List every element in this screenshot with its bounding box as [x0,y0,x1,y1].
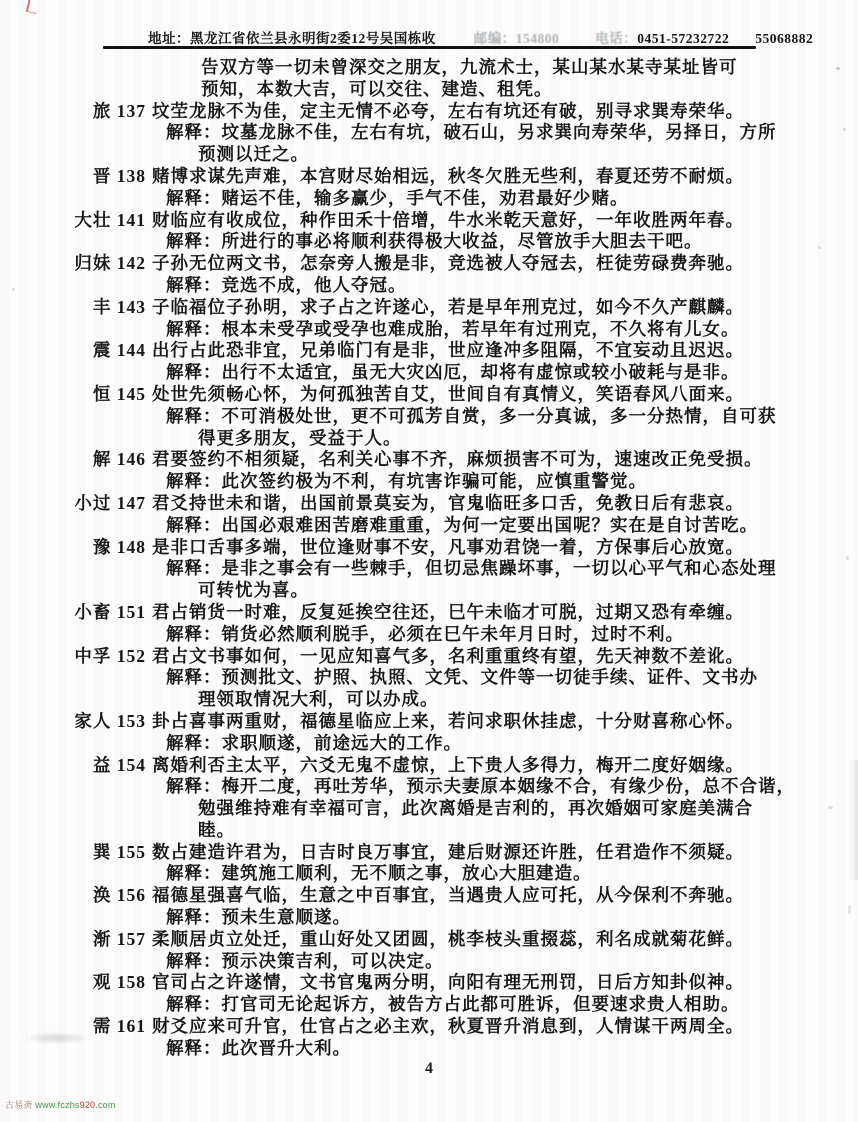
pencil-smudge [22,1032,92,1044]
hexagram-label: 家人 153 [74,710,146,731]
hexagram-label: 解 146 [92,449,146,470]
explanation-line: 解释：预未生意顺遂。 [166,907,351,928]
hexagram-label: 需 161 [92,1016,146,1037]
hexagram-entry [0,166,858,210]
watermark-site-name: 古易斋 [5,1100,36,1110]
hexagram-label: 震 144 [92,340,146,361]
hexagram-verse: 官司占之许遂情，文书官鬼两分明，向阳有理无刑罚，日后方知卦似神。 [152,972,744,993]
scan-noise [848,905,851,914]
hexagram-entry [0,602,858,646]
header-address: 地址：黑龙江省依兰县永明街2委12号吴国栋收 [148,31,436,46]
hexagram-entry [0,1016,858,1060]
verse-line [0,755,858,777]
verse-line [0,297,858,319]
hexagram-label: 恒 145 [92,383,146,404]
header-postcode: 邮编：154800 [473,31,560,46]
verse-line [0,842,858,864]
explanation-line: 睦。 [198,819,235,840]
hexagram-entry [0,493,858,537]
verse-line [0,885,858,907]
explanation-line: 解释：赌运不佳，输多赢少，手气不佳，劝君最好少赌。 [166,187,629,208]
verse-line [0,929,858,951]
verse-line [0,340,858,362]
hexagram-label: 旅 137 [92,100,146,121]
document-body [0,57,858,1060]
hexagram-label: 观 158 [92,972,146,993]
hexagram-verse: 君占文书事如何，一见应知喜气多，名利重重终有望，先天神数不差讹。 [152,645,744,666]
explanation-line: 解释：建筑施工顺利，无不顺之事，放心大胆建造。 [166,863,592,884]
hexagram-verse: 离婚利否主太平，六爻无鬼不虚惊，上下贵人多得力，梅开二度好姻缘。 [152,754,744,775]
hexagram-verse: 财临应有收成位，种作田禾十倍增，牛水米乾天意好，一年收胜两年春。 [152,209,744,230]
explanation-line: 解释：求职顺遂，前途远大的工作。 [166,732,462,753]
hexagram-verse: 数占建造许君为，日吉时良万事宜，建后财源还许胜，任君造作不须疑。 [152,841,744,862]
scan-noise [828,806,833,809]
explanation-line: 解释：打官司无论起诉方，被告方占此都可胜诉，但要速求贵人相助。 [166,994,740,1015]
explanation-line: 解释：所进行的事必将顺利获得极大收益，尽管放手大胆去干吧。 [166,231,703,252]
explanation-line: 解释：竞选不成，他人夺冠。 [166,274,407,295]
explanation-line: 得更多朋友，受益于人。 [198,427,402,448]
verse-line [0,384,858,406]
hexagram-entry [0,646,858,711]
verse-line [0,1016,858,1038]
hexagram-verse: 是非口舌事多端，世位逢财事不安，凡事劝君饶一着，方保事后心放宽。 [152,536,744,557]
hexagram-label: 丰 143 [92,296,146,317]
hexagram-verse: 出行占此恐非宜，兄弟临门有是非，世应逢冲多阻隔，不宜妄动且迟迟。 [152,340,744,361]
verse-line [0,537,858,559]
hexagram-label: 晋 138 [92,165,146,186]
hexagram-verse: 赌博求谋先声难，本宫财尽始相远，秋冬欠胜无些利，春夏还劳不耐烦。 [152,165,744,186]
watermark [5,1098,116,1111]
explanation-line: 预测以迁之。 [198,144,309,165]
hexagram-verse: 子临福位子孙明，求子占之许遂心，若是早年刑克过，如今不久产麒麟。 [152,296,744,317]
explanation-line: 理领取情况大利，可以办成。 [198,689,439,710]
explanation-line: 可转忧为喜。 [198,580,309,601]
hexagram-label: 小过 147 [74,492,146,513]
hexagram-entry [0,384,858,449]
hexagram-entry [0,755,858,842]
hexagram-entry [0,449,858,493]
hexagram-verse: 卦占喜事两重财，福德星临应上来，若问求职休挂虑，十分财喜称心怀。 [152,710,744,731]
verse-line [0,646,858,668]
scan-noise [846,556,849,560]
scan-noise [843,128,846,131]
hexagram-entry [0,297,858,341]
explanation-line: 解释：出国必艰难困苦磨难重重，为何一定要出国呢？实在是自讨苦吃。 [166,514,758,535]
hexagram-label: 中孚 152 [74,645,146,666]
explanation-line: 解释：预测批文、护照、执照、文凭、文件等一切徒手续、证件、文书办 [166,667,758,688]
intro-continuation-line: 告双方等一切未曾深交之朋友，九流术士，某山某水某寺某址皆可 [201,57,738,77]
explanation-line: 勉强维持难有幸福可言，此次离婚是吉利的，再次婚姻可家庭美满合 [198,798,753,819]
watermark-url-tail: .com [95,1100,116,1110]
hexagram-entry [0,972,858,1016]
hexagram-entry [0,101,858,166]
verse-line [0,711,858,733]
explanation-line: 解释：此次签约极为不利，有坑害诈骗可能，应慎重警觉。 [166,471,647,492]
verse-line [0,166,858,188]
explanation-line: 解释：出行不太适宜，虽无大灾凶厄，却将有虚惊或较小破耗与是非。 [166,362,740,383]
explanation-line: 解释：根本未受孕或受孕也难成胎，若早年有过刑克，不久将有儿女。 [166,318,740,339]
intro-continuation-line: 预知，本数大吉，可以交往、建造、租凭。 [201,78,553,99]
hexagram-label: 大壮 141 [74,209,146,230]
hexagram-label: 涣 156 [92,885,146,906]
verse-line [0,101,858,123]
explanation-line: 解释：不可消极处世，更不可孤芳自赏，多一分真诚，多一分热情，自可获 [166,405,777,426]
verse-line [0,253,858,275]
explanation-line: 解释：坟墓龙脉不佳，左右有坑，破石山，另求巽向寿荣华，另择日，方所 [166,122,777,143]
hexagram-entry [0,842,858,886]
hexagram-verse: 君要签约不相须疑，名利关心事不齐，麻烦损害不可为，速速改正免受损。 [152,449,763,470]
explanation-line: 解释：是非之事会有一些棘手，但切忌焦躁坏事，一切以心平气和心态处理 [166,558,777,579]
verse-line [0,210,858,232]
red-pen-mark [26,0,40,14]
watermark-url-head: www.fczhs [35,1100,80,1110]
verse-line [0,972,858,994]
hexagram-label: 小畜 151 [74,601,146,622]
hexagram-verse: 处世先须畅心怀，为何孤独苦自艾，世间自有真情义，笑语春风八面来。 [152,383,744,404]
scan-noise [836,67,840,70]
hexagram-entry [0,537,858,602]
explanation-line: 解释：预示决策吉利，可以决定。 [166,950,444,971]
explanation-line: 解释：此次晋升大利。 [166,1037,351,1058]
hexagram-entry [0,929,858,973]
hexagram-verse: 君爻持世未和谐，出国前景莫妄为，官鬼临旺多口舌，免教日后有悲哀。 [152,492,744,513]
watermark-url-number: 920 [79,1100,96,1110]
page-number: 4 [425,1060,433,1077]
hexagram-label: 益 154 [92,754,146,775]
hexagram-entry [0,885,858,929]
hexagram-verse: 柔顺居贞立处迁，重山好处又团圆，桃李枝头重掇蕊，利名成就菊花鲜。 [152,928,744,949]
hexagram-label: 渐 157 [92,928,146,949]
scan-noise [12,288,15,291]
header-phone-2: 55068882 [755,31,814,46]
hexagram-entry [0,253,858,297]
header-phone: 电话：0451-57232722 [595,31,730,46]
hexagram-label: 豫 148 [92,536,146,557]
hexagram-entry [0,711,858,755]
verse-line [0,602,858,624]
header-divider [103,46,756,49]
document-header [148,27,814,47]
hexagram-entry [0,210,858,254]
hexagram-verse: 君占销货一时难，反复延挨空往还，巳午未临才可脱，过期又恐有牵缠。 [152,601,744,622]
hexagram-entry [0,340,858,384]
scan-edge-artifact [848,760,858,880]
hexagram-verse: 子孙无位两文书，怎奈旁人搬是非，竞选被人夺冠去，枉徒劳碌费奔驰。 [152,253,744,274]
verse-line [0,449,858,471]
hexagram-verse: 福德星强喜气临，生意之中百事宜，当遇贵人应可托，从今保利不奔驰。 [152,885,744,906]
hexagram-label: 巽 155 [92,841,146,862]
explanation-line: 解释：销货必然顺利脱手，必须在巳午未年月日时，过时不利。 [166,623,684,644]
explanation-line: 解释：梅开二度，再吐芳华，预示夫妻原本姻缘不合，有缘少份，总不合谐， [166,776,795,797]
hexagram-label: 归妹 142 [74,253,146,274]
hexagram-verse: 财爻应来可升官，仕官占之必主欢，秋夏晋升消息到，人情谋干两周全。 [152,1016,744,1037]
verse-line [0,493,858,515]
scan-noise [818,246,821,249]
hexagram-verse: 坟茔龙脉不为佳，定主无情不必夸，左右有坑还有破，别寻求巽寿荣华。 [152,100,744,121]
